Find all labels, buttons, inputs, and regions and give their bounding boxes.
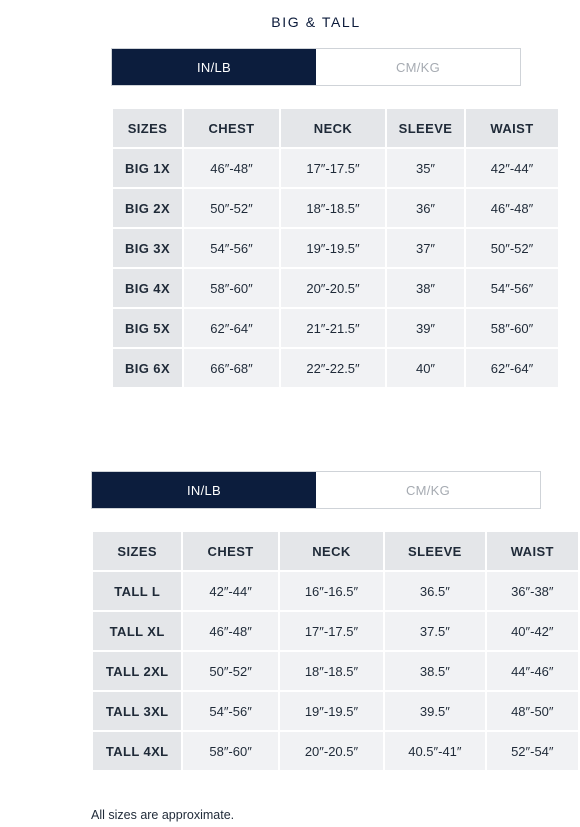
footnote: All sizes are approximate. xyxy=(91,808,235,822)
tall-size-table xyxy=(91,530,580,772)
chest-cell: 62″-64″ xyxy=(184,309,279,347)
sleeve-cell: 38″ xyxy=(387,269,464,307)
table-row xyxy=(93,652,578,690)
size-cell: BIG 1X xyxy=(113,149,182,187)
waist-cell: 62″-64″ xyxy=(466,349,558,387)
size-cell: TALL 3XL xyxy=(93,692,181,730)
table-row xyxy=(113,309,558,347)
table-row xyxy=(113,189,558,227)
size-cell: TALL 2XL xyxy=(93,652,181,690)
header-neck: NECK xyxy=(280,532,383,570)
table-row xyxy=(93,692,578,730)
size-cell: BIG 5X xyxy=(113,309,182,347)
waist-cell: 58″-60″ xyxy=(466,309,558,347)
table-row xyxy=(93,732,578,770)
neck-cell: 20″-20.5″ xyxy=(280,732,383,770)
waist-cell: 44″-46″ xyxy=(487,652,578,690)
chest-cell: 50″-52″ xyxy=(184,189,279,227)
chest-cell: 46″-48″ xyxy=(183,612,277,650)
table-row xyxy=(113,349,558,387)
neck-cell: 17″-17.5″ xyxy=(280,612,383,650)
neck-cell: 16″-16.5″ xyxy=(280,572,383,610)
chest-cell: 46″-48″ xyxy=(184,149,279,187)
header-sleeve: SLEEVE xyxy=(387,109,464,147)
waist-cell: 46″-48″ xyxy=(466,189,558,227)
neck-cell: 21″-21.5″ xyxy=(281,309,385,347)
header-sleeve: SLEEVE xyxy=(385,532,484,570)
chest-cell: 42″-44″ xyxy=(183,572,277,610)
size-cell: TALL 4XL xyxy=(93,732,181,770)
header-chest: CHEST xyxy=(183,532,277,570)
header-sizes: SIZES xyxy=(113,109,182,147)
header-neck: NECK xyxy=(281,109,385,147)
tall-unit-toggle xyxy=(91,471,541,509)
table-row xyxy=(113,149,558,187)
neck-cell: 17″-17.5″ xyxy=(281,149,385,187)
tall-table-header-row xyxy=(93,532,578,570)
sleeve-cell: 39.5″ xyxy=(385,692,484,730)
size-cell: TALL XL xyxy=(93,612,181,650)
size-cell: BIG 2X xyxy=(113,189,182,227)
header-sizes: SIZES xyxy=(93,532,181,570)
big-unit-option-cm-kg[interactable]: CM/KG xyxy=(316,49,520,85)
waist-cell: 50″-52″ xyxy=(466,229,558,267)
big-unit-toggle xyxy=(111,48,521,86)
chest-cell: 58″-60″ xyxy=(184,269,279,307)
sleeve-cell: 36.5″ xyxy=(385,572,484,610)
size-cell: TALL L xyxy=(93,572,181,610)
page-title: BIG & TALL xyxy=(271,14,361,30)
waist-cell: 42″-44″ xyxy=(466,149,558,187)
chest-cell: 58″-60″ xyxy=(183,732,277,770)
big-size-table xyxy=(111,107,560,389)
neck-cell: 20″-20.5″ xyxy=(281,269,385,307)
chest-cell: 66″-68″ xyxy=(184,349,279,387)
table-row xyxy=(93,612,578,650)
chest-cell: 50″-52″ xyxy=(183,652,277,690)
tall-unit-option-in-lb[interactable]: IN/LB xyxy=(92,472,316,508)
chest-cell: 54″-56″ xyxy=(183,692,277,730)
waist-cell: 54″-56″ xyxy=(466,269,558,307)
neck-cell: 22″-22.5″ xyxy=(281,349,385,387)
sleeve-cell: 39″ xyxy=(387,309,464,347)
header-waist: WAIST xyxy=(466,109,558,147)
waist-cell: 40″-42″ xyxy=(487,612,578,650)
waist-cell: 52″-54″ xyxy=(487,732,578,770)
sleeve-cell: 40″ xyxy=(387,349,464,387)
neck-cell: 18″-18.5″ xyxy=(280,652,383,690)
size-cell: BIG 6X xyxy=(113,349,182,387)
neck-cell: 19″-19.5″ xyxy=(280,692,383,730)
sleeve-cell: 40.5″-41″ xyxy=(385,732,484,770)
big-table-header-row xyxy=(113,109,558,147)
chest-cell: 54″-56″ xyxy=(184,229,279,267)
size-cell: BIG 3X xyxy=(113,229,182,267)
sleeve-cell: 37″ xyxy=(387,229,464,267)
header-chest: CHEST xyxy=(184,109,279,147)
table-row xyxy=(93,572,578,610)
table-row xyxy=(113,229,558,267)
tall-unit-option-cm-kg[interactable]: CM/KG xyxy=(316,472,540,508)
table-row xyxy=(113,269,558,307)
waist-cell: 48″-50″ xyxy=(487,692,578,730)
neck-cell: 19″-19.5″ xyxy=(281,229,385,267)
header-waist: WAIST xyxy=(487,532,578,570)
big-unit-option-in-lb[interactable]: IN/LB xyxy=(112,49,316,85)
sleeve-cell: 36″ xyxy=(387,189,464,227)
waist-cell: 36″-38″ xyxy=(487,572,578,610)
neck-cell: 18″-18.5″ xyxy=(281,189,385,227)
sleeve-cell: 38.5″ xyxy=(385,652,484,690)
sleeve-cell: 37.5″ xyxy=(385,612,484,650)
sleeve-cell: 35″ xyxy=(387,149,464,187)
size-cell: BIG 4X xyxy=(113,269,182,307)
